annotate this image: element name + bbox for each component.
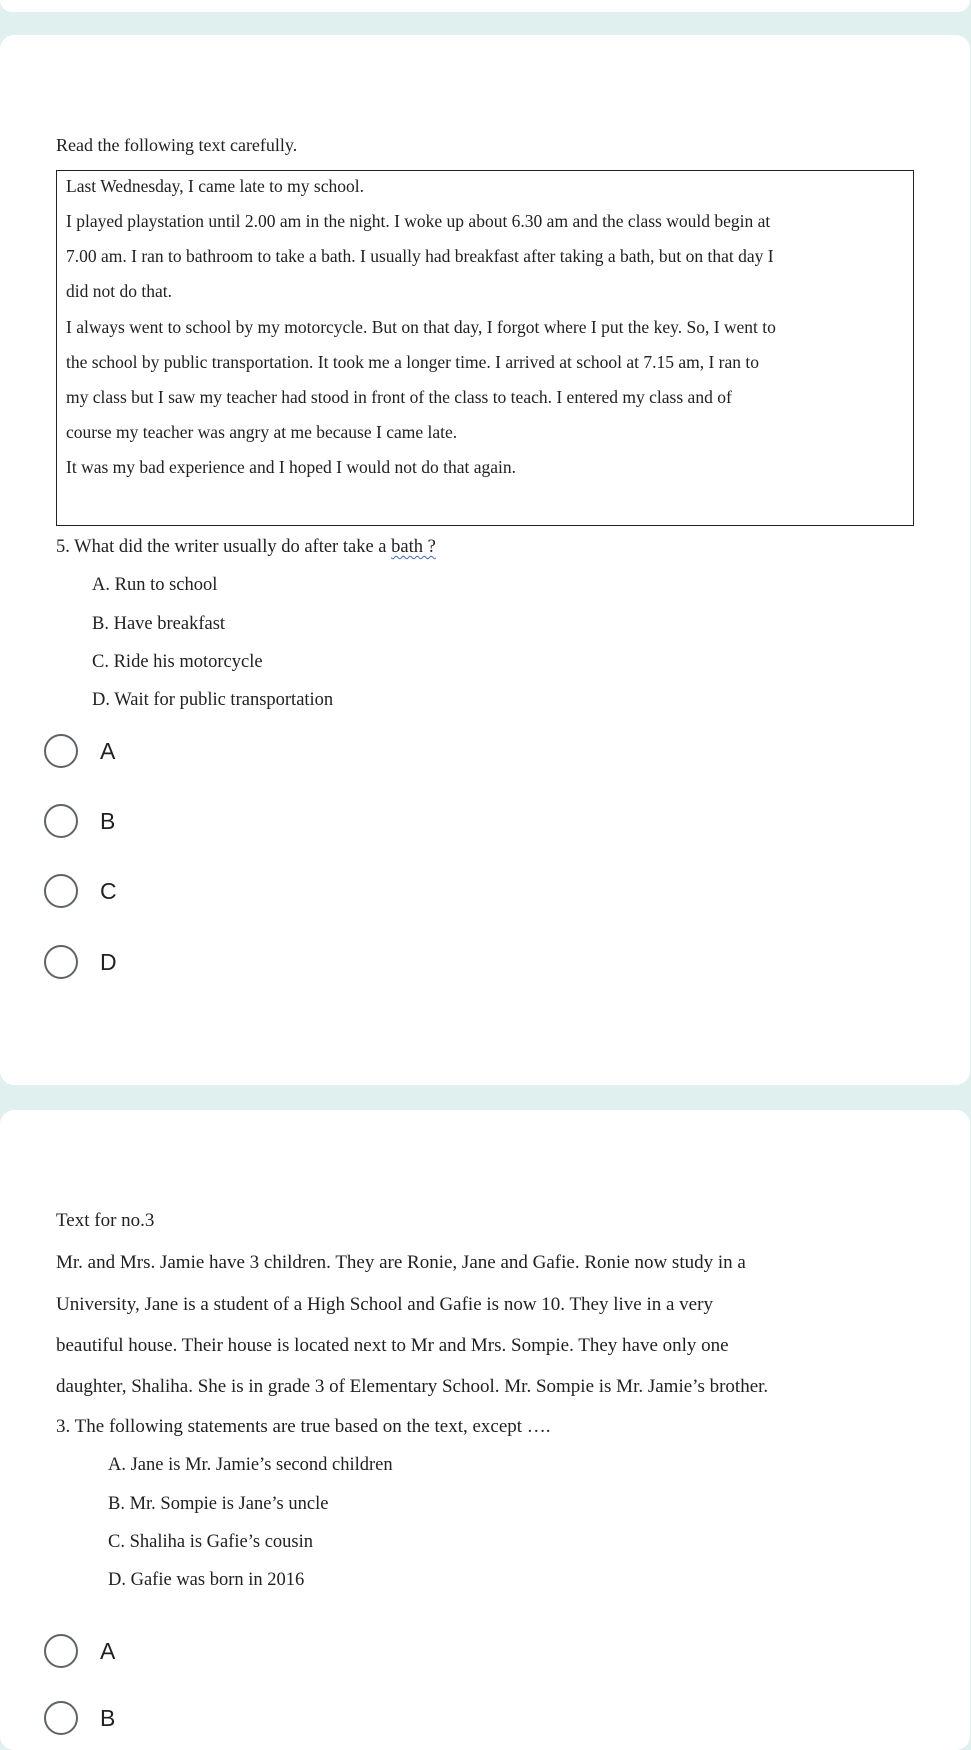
passage-line: Mr. and Mrs. Jamie have 3 children. They are Ronie, Jane and Gafie. Ronie now study in a [56,1252,746,1273]
passage-line: course my teacher was angry at me because I came late. [66,422,458,442]
question-5-prefix: 5. What did the writer usually do after take a [56,537,392,557]
question-5-text [56,537,436,558]
choice-label: A [100,1637,116,1664]
radio-button-icon[interactable] [44,874,78,908]
passage-line: I always went to school by my motorcycle. But on that day, I forgot where I put the key. So, I went to [66,317,776,337]
option-text-b: B. Mr. Sompie is Jane’s uncle [108,1494,329,1514]
choice-d[interactable] [44,942,344,982]
radio-button-icon[interactable] [44,804,78,838]
option-text-a: A. Run to school [92,575,218,595]
question-3-text: 3. The following statements are true based on the text, except …. [56,1416,551,1437]
passage-line: University, Jane is a student of a High School and Gafie is now 10. They live in a very [56,1294,713,1315]
choice-b[interactable] [44,801,344,841]
radio-button-icon[interactable] [44,734,78,768]
passage-line: the school by public transportation. It took me a longer time. I arrived at school at 7.15 am, I ran to [66,352,760,372]
passage-line: It was my bad experience and I hoped I would not do that again. [66,457,517,477]
question-card-3 [0,1110,970,1750]
passage-heading: Text for no.3 [56,1210,155,1231]
passage-line: daughter, Shaliha. She is in grade 3 of Elementary School. Mr. Sompie is Mr. Jamie’s brother. [56,1376,769,1397]
passage-line: did not do that. [66,281,172,301]
spellcheck-underline: bath ? [391,537,436,557]
previous-question-card [0,0,970,12]
choice-b[interactable] [44,1698,344,1738]
choice-c[interactable] [44,871,344,911]
option-text-c: C. Ride his motorcycle [92,652,263,672]
choice-a[interactable] [44,731,344,771]
passage-line: 7.00 am. I ran to bathroom to take a bath. I usually had breakfast after taking a bath, but on that day I [66,246,774,266]
question-card-5 [0,35,970,1085]
choice-label: C [100,877,117,904]
choice-label: A [100,737,116,764]
choice-a[interactable] [44,1631,344,1671]
option-text-a: A. Jane is Mr. Jamie’s second children [108,1455,393,1475]
option-text-c: C. Shaliha is Gafie’s cousin [108,1532,314,1552]
passage-line: Last Wednesday, I came late to my school. [66,176,364,196]
option-text-d: D. Gafie was born in 2016 [108,1570,305,1590]
option-text-b: B. Have breakfast [92,614,226,634]
passage-line: my class but I saw my teacher had stood in front of the class to teach. I entered my class and of [66,387,732,407]
radio-button-icon[interactable] [44,1701,78,1735]
option-text-d: D. Wait for public transportation [92,690,334,710]
radio-button-icon[interactable] [44,1634,78,1668]
passage-line: I played playstation until 2.00 am in the night. I woke up about 6.30 am and the class would begin at [66,211,771,231]
choice-label: B [100,1704,116,1731]
choice-label: B [100,807,116,834]
radio-button-icon[interactable] [44,945,78,979]
choice-label: D [100,948,117,975]
passage-line: beautiful house. Their house is located next to Mr and Mrs. Sompie. They have only one [56,1335,729,1356]
instruction-text: Read the following text carefully. [56,135,298,155]
